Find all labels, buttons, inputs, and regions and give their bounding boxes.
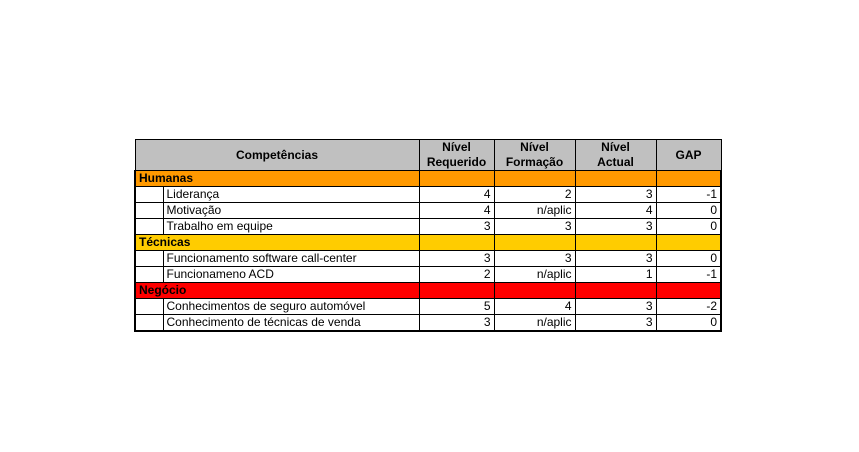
category-cell [575, 283, 656, 299]
header-requerido-line2: Requerido [426, 155, 487, 169]
category-cell [419, 235, 494, 251]
header-competencias: Competências [135, 140, 419, 171]
competency-label: Funcionamento software call-center [163, 251, 419, 267]
table-row [135, 315, 721, 332]
nivel-formacao-value: 3 [494, 251, 575, 267]
nivel-actual-value: 3 [575, 299, 656, 315]
nivel-requerido-value: 3 [419, 219, 494, 235]
header-nivel-requerido [419, 140, 494, 171]
table-row [135, 187, 721, 203]
nivel-formacao-value: 2 [494, 187, 575, 203]
table-row [135, 299, 721, 315]
gap-value: -1 [656, 267, 721, 283]
table-row [135, 251, 721, 267]
nivel-actual-value: 3 [575, 251, 656, 267]
nivel-requerido-value: 4 [419, 203, 494, 219]
category-label: Negócio [135, 283, 419, 299]
category-cell [419, 283, 494, 299]
nivel-requerido-value: 5 [419, 299, 494, 315]
competency-label: Funcionameno ACD [163, 267, 419, 283]
nivel-formacao-value: n/aplic [494, 315, 575, 332]
category-row-humanas [135, 171, 721, 187]
competency-label: Conhecimentos de seguro automóvel [163, 299, 419, 315]
indent-cell [135, 315, 163, 332]
nivel-formacao-value: 3 [494, 219, 575, 235]
header-actual-line1: Nível [601, 140, 630, 154]
nivel-formacao-value: n/aplic [494, 267, 575, 283]
table-row [135, 203, 721, 219]
nivel-requerido-value: 4 [419, 187, 494, 203]
category-row-tecnicas [135, 235, 721, 251]
category-cell [494, 283, 575, 299]
gap-value: 0 [656, 203, 721, 219]
indent-cell [135, 267, 163, 283]
table-row [135, 219, 721, 235]
gap-value: 0 [656, 219, 721, 235]
nivel-actual-value: 3 [575, 219, 656, 235]
gap-value: -2 [656, 299, 721, 315]
nivel-actual-value: 1 [575, 267, 656, 283]
table-row [135, 267, 721, 283]
indent-cell [135, 203, 163, 219]
nivel-actual-value: 3 [575, 315, 656, 332]
gap-value: -1 [656, 187, 721, 203]
gap-value: 0 [656, 315, 721, 332]
category-cell [494, 235, 575, 251]
competency-label: Conhecimento de técnicas de venda [163, 315, 419, 332]
category-row-negocio [135, 283, 721, 299]
category-cell [494, 171, 575, 187]
table-header [135, 140, 721, 171]
category-label: Humanas [135, 171, 419, 187]
nivel-requerido-value: 3 [419, 251, 494, 267]
indent-cell [135, 251, 163, 267]
header-formacao-line2: Formação [505, 155, 564, 169]
header-actual-line2: Actual [597, 155, 634, 169]
category-cell [575, 235, 656, 251]
gap-value: 0 [656, 251, 721, 267]
category-cell [656, 235, 721, 251]
nivel-formacao-value: n/aplic [494, 203, 575, 219]
category-cell [419, 171, 494, 187]
header-nivel-formacao [494, 140, 575, 171]
table-body [135, 171, 721, 332]
indent-cell [135, 187, 163, 203]
header-formacao-line1: Nível [520, 140, 549, 154]
nivel-formacao-value: 4 [494, 299, 575, 315]
category-label: Técnicas [135, 235, 419, 251]
nivel-requerido-value: 2 [419, 267, 494, 283]
nivel-actual-value: 3 [575, 187, 656, 203]
indent-cell [135, 219, 163, 235]
header-gap: GAP [656, 140, 721, 171]
category-cell [656, 171, 721, 187]
header-nivel-actual [575, 140, 656, 171]
nivel-actual-value: 4 [575, 203, 656, 219]
header-requerido-line1: Nível [442, 140, 471, 154]
competencies-table [134, 139, 722, 332]
competency-label: Trabalho em equipe [163, 219, 419, 235]
competency-label: Motivação [163, 203, 419, 219]
competency-label: Liderança [163, 187, 419, 203]
category-cell [575, 171, 656, 187]
nivel-requerido-value: 3 [419, 315, 494, 332]
category-cell [656, 283, 721, 299]
indent-cell [135, 299, 163, 315]
